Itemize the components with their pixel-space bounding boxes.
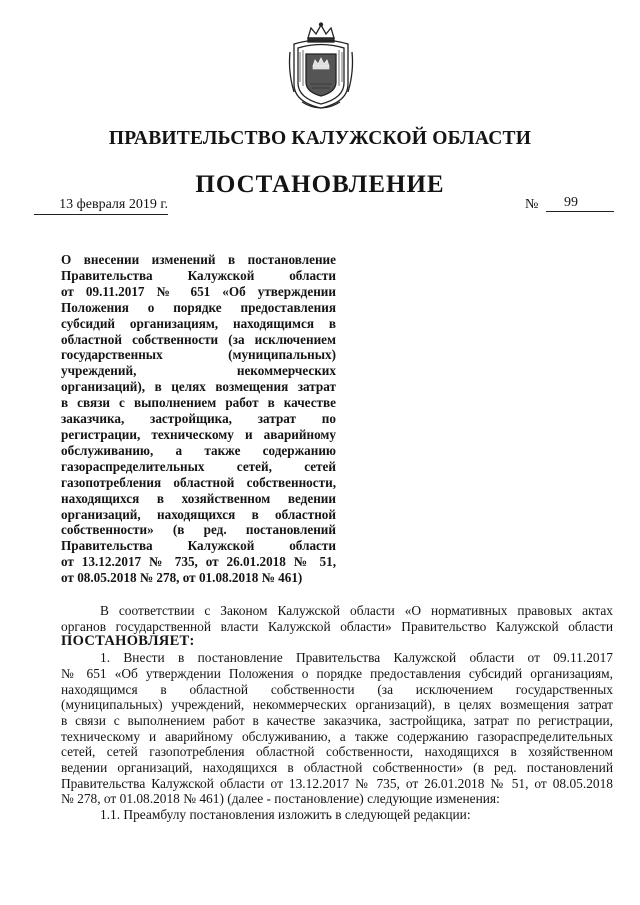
title-line: О внесении изменений в постановление bbox=[61, 252, 336, 267]
title-line: регистрации, техническому и аварийному bbox=[61, 426, 336, 442]
title-line: собственности» (в ред. постановлений bbox=[61, 522, 336, 538]
decree-word: ПОСТАНОВЛЯЕТ: bbox=[61, 633, 195, 650]
title-line: заказчика, застройщика, затрат по bbox=[61, 411, 336, 427]
title-line: областной собственности (за исключением bbox=[61, 331, 336, 347]
title-line: Положения о порядке предоставления bbox=[61, 299, 336, 315]
title-line: от 08.05.2018 № 278, от 01.08.2018 № 461) bbox=[61, 570, 303, 586]
item-line: техническому и аварийному обслуживанию, а также содержанию газораспределительных bbox=[61, 728, 613, 744]
title-line: государственных (муниципальных) bbox=[61, 347, 336, 363]
title-line: организаций), в целях возмещения затрат bbox=[61, 379, 336, 395]
item-line: (муниципальных) учреждений, некоммерческих организаций), в целях возмещения затрат bbox=[61, 697, 613, 713]
title-line: организаций, находящихся в областной bbox=[61, 506, 336, 522]
title-line: от 13.12.2017 № 735, от 26.01.2018 № 51, bbox=[61, 554, 336, 570]
preamble-line: В соответствии с Законом Калужской области «О нормативных правовых актах bbox=[100, 603, 613, 618]
title-line: учреждений, некоммерческих bbox=[61, 363, 336, 379]
item-line: 1. Внести в постановление Правительства Калужской области от 09.11.2017 bbox=[100, 650, 613, 666]
title-line: газораспределительных сетей, сетей bbox=[61, 458, 336, 474]
item-line: Правительства Калужской области от 13.12.2017 № 735, от 26.01.2018 № 51, от 08.05.2018 bbox=[61, 775, 613, 791]
document-body bbox=[61, 603, 613, 823]
item-line: № 278, от 01.08.2018 № 461) (далее - постановление) следующие изменения: bbox=[61, 791, 500, 807]
subitem-line: 1.1. Преамбулу постановления изложить в следующей редакции: bbox=[100, 807, 471, 823]
item-line: сетей, сетей газопотребления областной собственности, находящихся в хозяйственном bbox=[61, 744, 613, 760]
title-line: находящихся в хозяйственном ведении bbox=[61, 490, 336, 506]
title-line: в связи с выполнением работ в качестве bbox=[61, 395, 336, 411]
item-line: находящимся в областной собственности (за исключением государственных bbox=[61, 681, 613, 697]
document-number-label: № bbox=[525, 197, 539, 212]
title-line: газопотребления областной собственности, bbox=[61, 474, 336, 490]
preamble-line: органов государственной власти Калужской области» Правительство Калужской области bbox=[61, 618, 613, 634]
coat-of-arms-emblem bbox=[286, 22, 356, 110]
title-line: субсидий организациям, находящимся в bbox=[61, 315, 336, 331]
document-type-heading: ПОСТАНОВЛЕНИЕ bbox=[195, 171, 445, 198]
item-line: ведении организаций, находящихся в областной собственности» (в ред. постановлений bbox=[61, 760, 613, 776]
title-line: от 09.11.2017 № 651 «Об утверждении bbox=[61, 283, 336, 299]
title-line: обслуживанию, а также содержанию bbox=[61, 442, 336, 458]
document-number: 99 bbox=[546, 195, 614, 212]
title-line: Правительства Калужской области bbox=[61, 538, 336, 554]
title-line: Правительства Калужской области bbox=[61, 267, 336, 283]
item-line: в связи с выполнением работ в качестве заказчика, застройщика, затрат по регистрации, bbox=[61, 712, 613, 728]
item-line: № 651 «Об утверждении Положения о порядке предоставления субсидий организациям, bbox=[61, 665, 613, 681]
document-date: 13 февраля 2019 г. bbox=[34, 197, 168, 215]
document-title bbox=[61, 252, 336, 586]
organization-title: ПРАВИТЕЛЬСТВО КАЛУЖСКОЙ ОБЛАСТИ bbox=[108, 128, 532, 149]
